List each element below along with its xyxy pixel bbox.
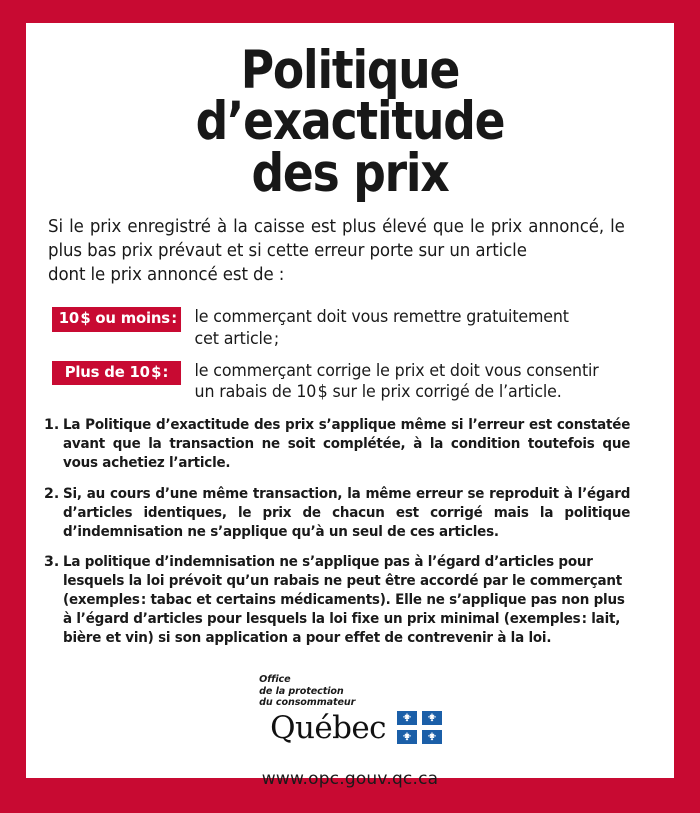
title-line-2: d’exactitude — [195, 91, 505, 153]
rule-text-line-1: le commerçant corrige le prix et doit vous consentir — [194, 360, 599, 380]
logo-org-name — [257, 674, 355, 709]
quebec-flag-icon — [396, 710, 443, 745]
rule-badge-under-10: 10 $ ou moins : — [52, 307, 181, 331]
fleur-de-lys-glyph — [426, 731, 437, 742]
logo-area — [26, 674, 674, 747]
fleur-de-lys-icon — [421, 729, 443, 745]
intro-line-3: dont le prix annoncé est de : — [48, 265, 285, 286]
rule-text-line-2: un rabais de 10 $ sur le prix corrigé de l’article. — [194, 381, 562, 401]
opc-quebec-logo — [257, 674, 443, 747]
fleur-de-lys-icon — [396, 729, 418, 745]
title-line-3: des prix — [251, 142, 449, 204]
note-number: 1. — [44, 417, 60, 434]
note-text: La politique d’indemnisation ne s’applique pas à l’égard d’articles pour lesquels la loi prévoit qu’un rabais ne peut être accordé par le commerçant (exemples : tabac et certains médicaments). Elle ne s’applique pas non plus à l’égard d’articles pour lesquels la loi fixe un prix minimal (exemples : lait, bière et vin) si son application a pour effet de contrevenir à la loi. — [63, 554, 625, 646]
fleur-de-lys-icon — [396, 710, 418, 726]
rule-badge-over-10: Plus de 10 $ : — [52, 361, 181, 385]
fleur-de-lys-icon — [421, 710, 443, 726]
intro-paragraph — [48, 215, 625, 287]
rule-text-under-10 — [185, 306, 635, 348]
intro-line-2: le plus bas prix prévaut et si cette erreur porte sur un article — [48, 217, 625, 262]
rule-text-line-2: cet article ; — [194, 328, 280, 348]
note-number: 3. — [44, 554, 60, 571]
logo-org-line-2: de la protection — [259, 685, 344, 697]
fleur-de-lys-glyph — [426, 712, 437, 723]
title-line-1: Politique — [240, 40, 460, 101]
rule-text-line-1: le commerçant doit vous remettre gratuitement — [194, 307, 569, 327]
logo-org-line-3: du consommateur — [259, 697, 356, 709]
website-url[interactable]: www.opc.gouv.qc.ca — [261, 768, 439, 789]
notes-list — [26, 416, 674, 648]
note-item — [44, 485, 660, 542]
logo-org-line-1: Office — [259, 673, 291, 685]
intro-line-1: Si le prix enregistré à la caisse est plus élevé que le prix annoncé, — [48, 217, 605, 238]
note-text: Si, au cours d’une même transaction, la même erreur se reproduit à l’égard d’articles identiques, le prix de chacun est corrigé mais la politique d’indemnisation ne s’applique qu’à un seul de ces articles. — [63, 485, 631, 540]
logo-wordmark-row — [257, 710, 443, 747]
fleur-de-lys-glyph — [401, 712, 412, 723]
page-title — [26, 23, 674, 204]
note-item — [44, 553, 660, 647]
poster-sheet — [26, 23, 674, 789]
rule-text-over-10 — [185, 360, 635, 402]
note-number: 2. — [44, 485, 60, 502]
note-item — [44, 416, 660, 473]
rule-row — [52, 307, 656, 348]
note-text: La Politique d’exactitude des prix s’applique même si l’erreur est constatée avant que la transaction ne soit complétée, à la condition toutefois que vous achetiez l’article. — [63, 417, 631, 471]
rule-row — [52, 361, 656, 402]
fleur-de-lys-glyph — [401, 731, 412, 742]
rules-list — [26, 307, 674, 402]
quebec-wordmark: Québec — [270, 709, 386, 746]
